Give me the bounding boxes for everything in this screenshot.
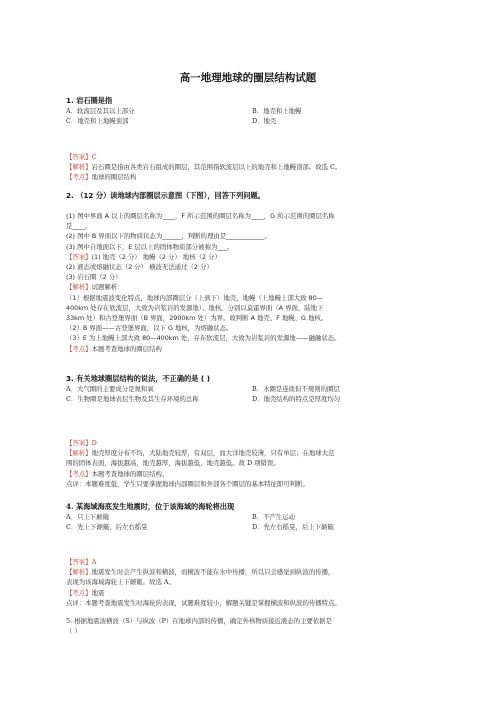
question-4-stem xyxy=(66,502,438,512)
option-c: C．地壳和上地幔顶部 xyxy=(66,117,129,126)
section-tag: 【答案】 xyxy=(66,439,92,447)
comment-text: 点评：本题难度低，学生只要掌握地球内部圈层和外部各个圈层的基本特征即可判断。 xyxy=(66,479,309,488)
analysis-text xyxy=(66,162,438,172)
analysis-line-2: 围的固体表面，海拔越高，地壳越厚，海拔越低，地壳越低。故 D 项错误。 xyxy=(66,459,280,468)
section-tag: 【考点】 xyxy=(66,344,92,353)
question-2-answer-3: (3) 岩石圈（2 分） xyxy=(66,273,122,282)
question-5-stem-cont: （ ） xyxy=(66,627,81,636)
question-1 xyxy=(66,96,438,127)
section-text: A xyxy=(91,558,97,566)
section-text: 地球的圈层结构 xyxy=(91,173,137,182)
option-b: B．不产生运动 xyxy=(252,513,296,522)
option-c: C．生物圈是地球表层生物及其生存环境的总称 xyxy=(66,395,199,404)
question-2-sub3: (3) 图中自地面以下，E 层以上的固体物质部分被称为___。 xyxy=(66,242,234,251)
point-text xyxy=(66,469,438,479)
section-text: 岩石圈是指由各类岩石组成的圈层，其范围指软流层以上的地壳和上地幔顶部。故选 C。 xyxy=(91,163,342,172)
analysis-line-1 xyxy=(66,567,438,577)
section-tag: 【考点】 xyxy=(66,588,92,597)
question-4 xyxy=(66,502,438,533)
section-text: 地壳厚度分布不均，大陆地壳较厚，有双层，而大洋地壳较薄，只有单层；在地球大范 xyxy=(91,449,335,458)
question-1-solution xyxy=(66,152,438,183)
answer-label xyxy=(66,557,438,567)
section-tag: 【解析】 xyxy=(66,163,92,172)
question-3 xyxy=(66,374,438,405)
point-text xyxy=(66,588,438,598)
analysis-line-2: 表现为该海域海轮上下颠簸。故选 A。 xyxy=(66,578,175,587)
question-2-answer-2: (2) 液态或熔融状态（2 分） 横波无法通过（2 分） xyxy=(66,263,213,272)
question-5 xyxy=(66,616,438,636)
question-3-options xyxy=(66,384,438,404)
question-2-analysis-5: （3）E 为上地幔上部大致 80—400km 处，存在软流层，大致为岩浆岩的发源地——融融状态。 xyxy=(66,334,341,343)
section-tag: 【考点】 xyxy=(66,173,92,182)
section-text: C xyxy=(91,153,97,161)
section-text: (1) 地壳（2 分） 地幔（2 分） 地核（2 分） xyxy=(91,252,221,261)
answer-label xyxy=(66,152,438,162)
option-a: A．软流层及其以上部分 xyxy=(66,107,135,116)
section-text: D xyxy=(91,439,97,447)
section-tag: 【解析】 xyxy=(66,283,92,292)
section-tag: 【考点】 xyxy=(66,469,92,478)
option-d: D．地壳 xyxy=(252,117,277,126)
question-2-body xyxy=(66,211,438,354)
question-2-point xyxy=(66,344,438,354)
section-text: 本题考查地球的圈层结构。 xyxy=(91,469,169,478)
section-tag: 【答案】 xyxy=(66,153,92,161)
section-tag: 【答案】 xyxy=(66,558,92,566)
page-title: 高一地理地球的圈层结构试题 xyxy=(179,72,317,84)
question-3-stem: 3. 有关地球圈层结构的说法，不正确的是 ( ) xyxy=(66,374,210,383)
question-1-options xyxy=(66,106,438,126)
option-c: C．先上下颠簸，后左右摇晃 xyxy=(66,523,148,532)
question-2 xyxy=(66,191,438,201)
question-4-stem-text: 4. 某海域海底发生地震时，位于该海域的海轮将出现 xyxy=(66,502,235,511)
option-b: B．地壳和上地幔 xyxy=(252,107,302,116)
analysis-line-1 xyxy=(66,448,438,458)
section-text: 地震 xyxy=(91,588,105,597)
option-b: B．水圈是连续但不规则的圈层 xyxy=(252,385,340,394)
question-3-solution xyxy=(66,438,438,489)
section-tag: 【解析】 xyxy=(66,449,92,458)
question-2-analysis-4: （2）B 界面——古登堡界面，以下 G 地核，为熔融状态。 xyxy=(66,324,233,333)
question-2-analysis-1: （1）根据地震波变化特点，地球内部圈层分（上到下）地壳、地幔（上地幔上部大致 80— xyxy=(66,293,324,302)
section-tag: 【解析】 xyxy=(66,568,92,577)
question-2-stem: 2. （12 分）读地球内部圈层示意图（下图），回答下列问题。 xyxy=(66,191,265,200)
section-text: 地震发生时会产生纵波和横波，而横波不能在水中传播，所以只会感觉到纵波的传播， xyxy=(91,568,335,577)
question-2-analysis-head xyxy=(66,282,438,292)
section-tag: 【答案】 xyxy=(66,252,92,261)
question-2-sub2: (2) 图中 B 界面以下的物质状态为______，判断的理由是____________。 xyxy=(66,232,271,241)
question-4-solution xyxy=(66,557,438,608)
option-a: A．只上下颠簸 xyxy=(66,513,109,522)
question-2-sub1-cont: 是____。 xyxy=(66,222,92,231)
point-text xyxy=(66,172,438,182)
question-2-answer-1 xyxy=(66,252,438,262)
question-5-stem: 5. 根据地震波横波（S）与纵波（P）在地球内部的传播，确定外核物质接近液态的主要依据是 xyxy=(66,617,333,625)
question-2-sub1: (1) 图中界面 A 以上的圈层名称为____，F 所示范围的圈层名称为____，G 所示范围的圈层名称 xyxy=(66,212,335,220)
answer-label xyxy=(66,438,438,448)
option-a: A．大气圈的主要成分是氮和氧 xyxy=(66,385,154,394)
section-text: 本题考查地球的圈层结构 xyxy=(91,344,162,353)
question-2-analysis-2: 400km 处存在软流层，大致为岩浆岩的发源地）、地核。分别以莫霍界面（A 界面，陆地下 xyxy=(66,303,324,312)
question-1-stem: 1. 岩石圈是指 xyxy=(66,96,113,105)
option-d: D．地壳结构的特点是厚度均匀 xyxy=(252,395,341,404)
question-2-analysis-3: 33km 处）和古登堡界面（B 界面，2900km 处）为界。故判断 A 地壳、F 地幔、G 地核。 xyxy=(66,314,328,323)
comment-text: 点评：本题考查地震发生时海轮的表现，试题难度较小，解题关键是掌握横波和纵波的传播特点。 xyxy=(66,598,341,607)
question-4-options xyxy=(66,512,438,532)
section-text: 试题解析： xyxy=(91,283,124,292)
option-d: D．先左右摇晃，后上下颠簸 xyxy=(252,523,334,532)
